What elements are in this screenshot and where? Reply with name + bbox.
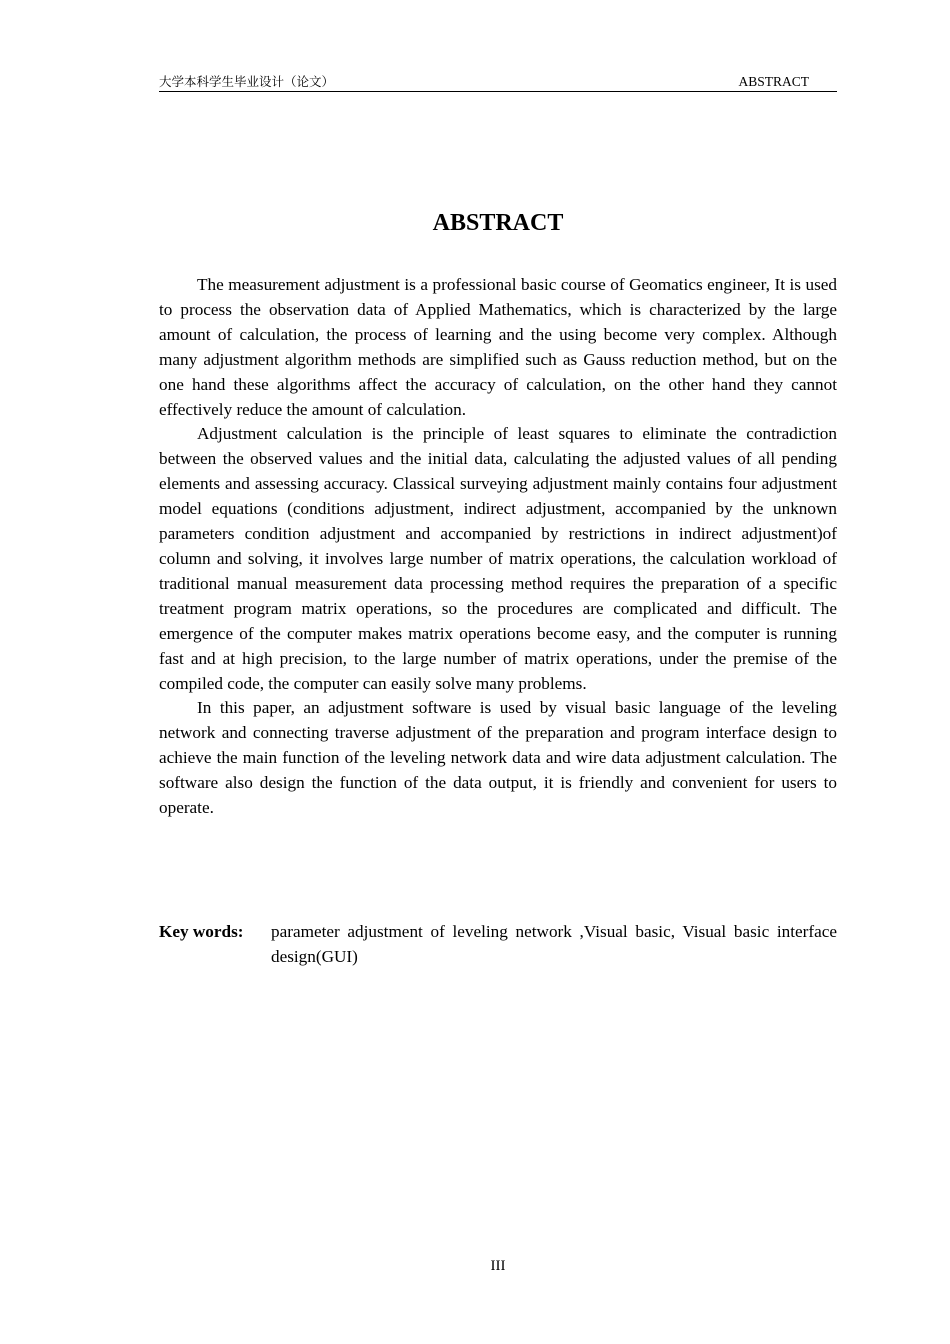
keywords-text: parameter adjustment of leveling network ,Visual basic, Visual basic interface design(GUI) [271,922,837,966]
header-thesis-label: 大学本科学生毕业设计（论文） [159,74,335,89]
abstract-body [159,273,837,821]
page-number: III [490,1258,506,1274]
page-header [159,72,837,92]
abstract-paragraph-2: Adjustment calculation is the principle of least squares to eliminate the contradiction between the observed values and the initial data, calculating the adjusted values of all pending elements and assessing accuracy. Classical surveying adjustment mainly contains four adjustment model equations (conditions adjustment, indirect adjustment, accompanied by the unknown parameters condition adjustment and accompanied by restrictions in indirect adjustment)of column and solving, it involves large number of matrix operations, the calculation workload of traditional manual measurement data processing method requires the preparation of a specific treatment program matrix operations, so the procedures are complicated and difficult. The emergence of the computer makes matrix operations become easy, and the computer is running fast and at high precision, to the large number of matrix operations, under the premise of the compiled code, the computer can easily solve many problems. [159,424,837,693]
keywords-label: Key words: [159,922,244,941]
keywords-block [159,920,837,970]
abstract-paragraph-3: In this paper, an adjustment software is used by visual basic language of the leveling network and connecting traverse adjustment of the preparation and program interface design to achieve the main function of the leveling network data and wire data adjustment calculation. The software also design the function of the data output, it is friendly and convenient for users to operate. [159,698,837,818]
header-section-label: ABSTRACT [738,74,809,89]
abstract-paragraph-1: The measurement adjustment is a professional basic course of Geomatics engineer, It is used to process the observation data of Applied Mathematics, which is characterized by the large amount of calculation, the process of learning and the using become very complex. Although many adjustment algorithm methods are simplified such as Gauss reduction method, but on the one hand these algorithms affect the accuracy of calculation, on the other hand they cannot effectively reduce the amount of calculation. [159,275,837,419]
abstract-title: ABSTRACT [432,210,564,236]
